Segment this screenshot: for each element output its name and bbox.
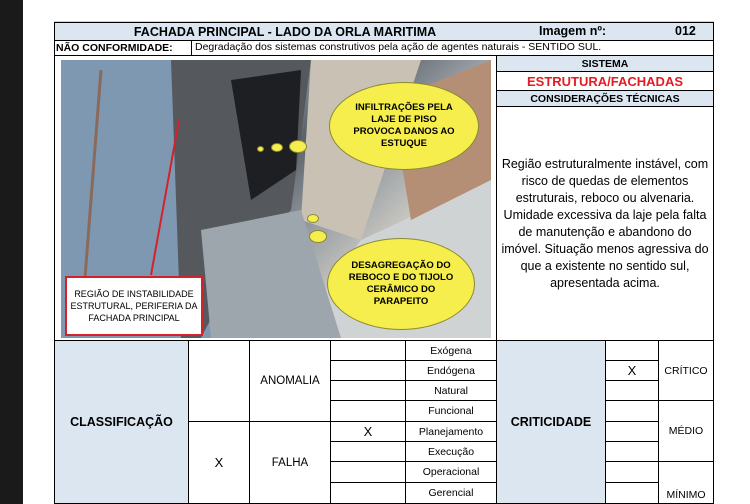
spreadsheet-gridline (54, 0, 714, 22)
criticality-spacer (605, 380, 659, 401)
falha-mark: X (188, 421, 250, 504)
image-number-value: 012 (675, 24, 696, 38)
header-row (54, 22, 714, 41)
criticality-spacer (605, 461, 659, 483)
system-panel (496, 55, 714, 341)
system-value: ESTRUTURA/FACHADAS (497, 71, 713, 90)
subtype-mark (330, 400, 406, 422)
technical-considerations-text: Região estruturalmente instável, com risco de quedas de elementos estruturais, reboco ou alvenaria. Umidade excessiva da laje pela falta de manutenção e abandono do imóvel. Situação menos agressiva do que a existente no sentido sul, apresentada acima. (497, 106, 713, 340)
technical-considerations-label: CONSIDERAÇÕES TÉCNICAS (497, 90, 713, 106)
inspection-sheet (54, 0, 714, 504)
subtype-label: Operacional (405, 461, 497, 483)
image-number-label: Imagem nº: (539, 24, 607, 38)
callout-tail-dot (307, 214, 319, 223)
subtype-label: Execução (405, 441, 497, 462)
facade-photo (61, 60, 491, 338)
subtype-mark (330, 461, 406, 483)
criticality-mark (605, 421, 659, 442)
subtype-label: Gerencial (405, 482, 497, 504)
callout-tail-dot (271, 143, 283, 152)
criticality-level-medium: MÉDIO (658, 400, 714, 462)
callout-tail-dot (257, 146, 264, 152)
subtype-mark (330, 482, 406, 504)
subtype-table (330, 340, 497, 504)
left-window-edge (0, 0, 23, 504)
callout-disaggregation: DESAGREGAÇÃO DO REBOCO E DO TIJOLO CERÂMICO DO PARAPEITO (327, 238, 475, 330)
subtype-label: Planejamento (405, 421, 497, 442)
subtype-label: Funcional (405, 400, 497, 422)
nonconformity-label: NÃO CONFORMIDADE: (56, 42, 173, 54)
photo-frame (54, 55, 497, 341)
falha-label: FALHA (249, 421, 331, 504)
subtype-label: Natural (405, 380, 497, 401)
criticality-spacer (605, 400, 659, 422)
subtype-label: Exógena (405, 340, 497, 361)
criticality-level-minimum: MÍNIMO (658, 461, 714, 504)
subtype-label: Endógena (405, 360, 497, 381)
nonconformity-row (54, 40, 714, 56)
callout-tail-dot (289, 140, 307, 153)
subtype-mark: X (330, 421, 406, 442)
callout-tail-dot (309, 230, 327, 243)
criticality-spacer (605, 441, 659, 462)
subtype-mark (330, 380, 406, 401)
criticality-label: CRITICIDADE (496, 340, 606, 504)
subtype-mark (330, 360, 406, 381)
criticality-table (605, 340, 714, 504)
instability-region-label: REGIÃO DE INSTABILIDADE ESTRUTURAL, PERIFERIA DA FACHADA PRINCIPAL (65, 276, 203, 336)
callout-infiltration: INFILTRAÇÕES PELA LAJE DE PISO PROVOCA DANOS AO ESTUQUE (329, 82, 479, 170)
anomalia-mark (188, 340, 250, 422)
classification-label: CLASSIFICAÇÃO (54, 340, 189, 504)
criticality-mark (605, 482, 659, 504)
system-label: SISTEMA (497, 56, 713, 71)
criticality-mark: X (605, 360, 659, 381)
anomalia-label: ANOMALIA (249, 340, 331, 422)
criticality-level-critical: CRÍTICO (658, 340, 714, 401)
criticality-spacer (605, 340, 659, 361)
subtype-mark (330, 441, 406, 462)
nonconformity-text: Degradação dos sistemas construtivos pela ação de agentes naturais - SENTIDO SUL. (191, 41, 713, 55)
page-title: FACHADA PRINCIPAL - LADO DA ORLA MARITIMA (133, 24, 437, 39)
subtype-mark (330, 340, 406, 361)
